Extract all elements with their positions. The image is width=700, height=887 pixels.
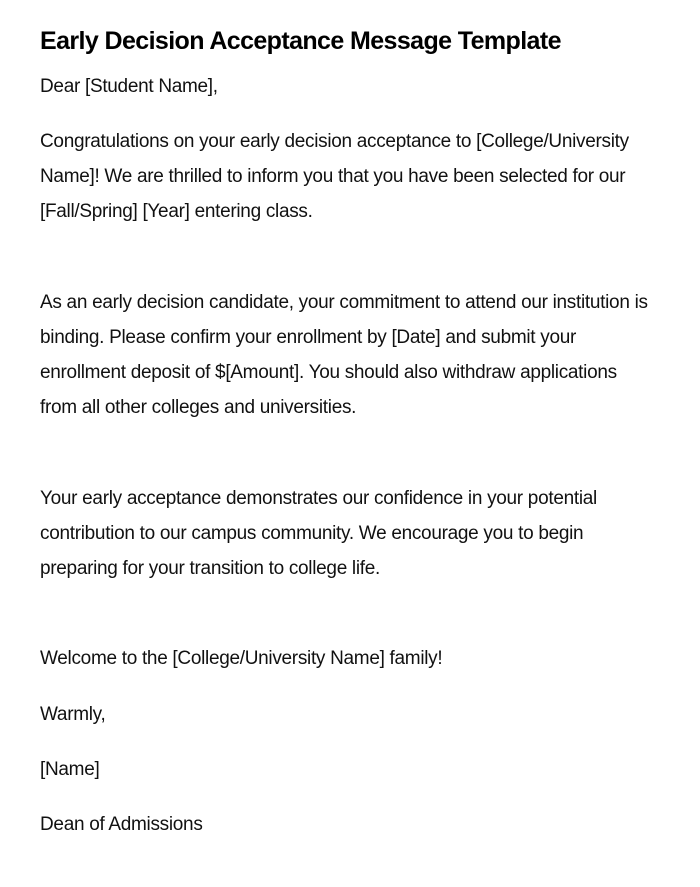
paragraph-binding-commitment: As an early decision candidate, your commitment to attend our institution is binding. Please confirm your enrollment by [Date] and submit your enrollment deposit of $[Amount]. You should also withdraw applications from all other colleges and universities.	[40, 292, 648, 418]
signer-title: Dean of Admissions	[40, 814, 203, 835]
document-title: Early Decision Acceptance Message Template	[40, 27, 561, 55]
paragraph-welcome: Welcome to the [College/University Name] family!	[40, 648, 443, 669]
greeting: Dear [Student Name],	[40, 76, 218, 97]
paragraph-confidence: Your early acceptance demonstrates our confidence in your potential contribution to our campus community. We encourage you to begin preparing for your transition to college life.	[40, 488, 597, 579]
paragraph-congratulations: Congratulations on your early decision acceptance to [College/University Name]! We are thrilled to inform you that you have been selected for our [Fall/Spring] [Year] entering class.	[40, 131, 629, 222]
closing: Warmly,	[40, 704, 106, 725]
signer-name: [Name]	[40, 759, 100, 780]
